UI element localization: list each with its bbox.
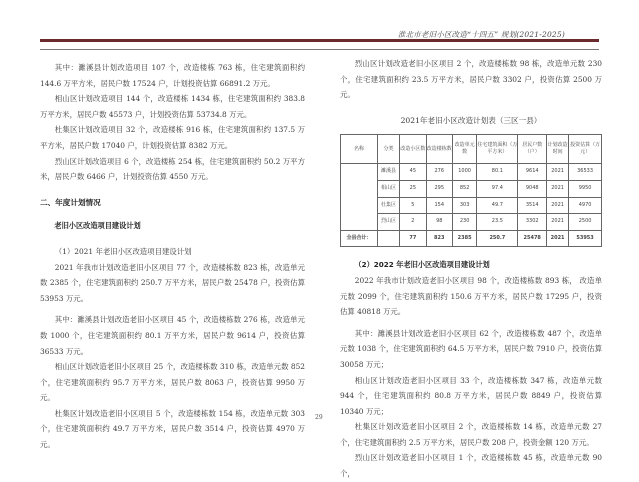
header-rule-thick	[40, 39, 599, 42]
paragraph-2021-summary: 2021 年我市计划改造老旧小区项目 77 个，改造楼栋数 823 栋，改造单元数 2385 个，住宅建筑面积约 250.7 万平方米，居民户数 25478 户，投资估算 53953 万元。	[40, 262, 305, 303]
table-cell: 2	[400, 214, 426, 231]
paragraph-2021-duji: 杜集区计划改造老旧小区项目 5 个，改造楼栋数 154 栋，改造单元数 303 个，住宅建筑面积约 49.7 万平方米，居民户数 3514 户，投资估算 4970 万元。	[40, 408, 305, 450]
paragraph-2022-suixi: 其中：濉溪县计划改造老旧小区项目 62 个，改造楼栋数 487 个，改造单元数 1038 个，住宅建筑面积约 64.5 万平方米，居民户数 7910 户，投资估算 30058 万元；	[340, 328, 602, 369]
table-cell: 9614	[518, 164, 547, 181]
table-header: 改造楼栋数	[426, 135, 452, 164]
item-heading-2022: （2）2022 年老旧小区改造项目建设计划	[354, 260, 490, 270]
table-cell: 49.7	[477, 197, 518, 214]
table-header-row	[341, 135, 602, 164]
table-cell: 77	[400, 230, 426, 247]
table-cell: 2021	[546, 214, 568, 231]
paragraph-2022-summary: 2022 年我市计划改造老旧小区项目 98 个，改造楼栋数 893 栋， 改造单元数 2099 个，住宅建筑面积约 150.6 万平方米，居民户数 17295 户，投资估算 40818 万元。	[340, 275, 602, 317]
table-cell: 濉溪县	[377, 164, 399, 181]
table-cell: 2021	[546, 180, 568, 197]
table-cell: 5	[400, 197, 426, 214]
table-total-row	[341, 230, 602, 247]
item-heading-2021: （1）2021 年老旧小区改造项目建设计划	[54, 246, 192, 256]
table-cell: 9950	[569, 180, 602, 197]
table-cell: 全县合计：	[341, 230, 378, 247]
paragraph-xiangshan: 相山区计划改造项目 144 个，改造楼栋 1434 栋，住宅建筑面积约 383.8 万平方米，居民户数 45573 户，计划投资估算 53734.8 万元。	[40, 94, 305, 119]
table-cell: 303	[452, 197, 476, 214]
paragraph-2021-xiangshan: 相山区计划改造老旧小区项目 25 个，改造楼栋数 310 栋，改造单元数 852 个，住宅建筑面积约 95.7 万平方米，居民户数 8063 户，投资估算 9950 万元。	[40, 362, 305, 403]
paragraph-2022-xiangshan: 相山区计划改造老旧小区项目 33 个，改造楼栋数 347 栋，改造单元数 944 个，住宅建筑面积约 80.8 万平方米，居民户数 8849 户，投资估算 10340 万元；	[340, 375, 602, 416]
table-cell: 823	[426, 230, 452, 247]
table-cell: 36533	[569, 164, 602, 181]
spacer	[340, 247, 602, 257]
table-cell: 80.1	[477, 164, 518, 181]
paragraph-duji: 杜集区计划改造项目 32 个，改造楼栋 916 栋，住宅建筑面积约 137.5 万平方米，居民户数 17040 户，计划投资估算 8382 万元。	[40, 125, 305, 150]
paragraph-2022-duji: 杜集区计划改造老旧小区项目 2 个，改造楼栋数 14 栋，改造单元数 27 个，住宅建筑面积约 2.5 万平方米，居民户数 208 户，投资金额 120 万元。	[340, 422, 602, 447]
table-header: 居民户数（户）	[518, 135, 547, 164]
plan-table-2021	[340, 134, 602, 247]
paragraph-2021-suixi: 其中：濉溪县计划改造老旧小区项目 45 个，改造楼栋数 276 栋，改造单元数 1000 个，住宅建筑面积约 80.1 万平方米，居民户数 9614 户，投资估算 36533 万元。	[40, 315, 305, 356]
right-page	[340, 56, 602, 482]
table-row	[341, 164, 602, 181]
paragraph-2021-lieshan: 烈山区计划改造老旧小区项目 2 个，改造楼栋数 98 栋，改造单元数 230 个，住宅建筑面积约 23.5 万平方米，居民户数 3302 户，投资估算 2500 万元。	[340, 59, 602, 100]
table-cell: 相山区	[377, 180, 399, 197]
table-cell: 2021	[546, 230, 568, 247]
paragraph-2022-lieshan: 烈山区计划改造老旧小区项目 1 个，改造楼栋数 45 栋，改造单元数 90 个，	[340, 453, 602, 479]
table-cell: 1000	[452, 164, 476, 181]
table-cell: 97.4	[477, 180, 518, 197]
table-cell: 852	[452, 180, 476, 197]
table-cell	[377, 230, 399, 247]
table-cell: 2385	[452, 230, 476, 247]
table-cell: 3302	[518, 214, 547, 231]
table-cell: 25478	[518, 230, 547, 247]
table-header: 改造单元数	[452, 135, 476, 164]
header-title: 淮北市老旧小区改造“十四五” 规划(2021-2025)	[397, 30, 565, 39]
paragraph-suixi: 其中：濉溪县计划改造项目 107 个，改造楼栋 763 栋，住宅建筑面积约 144.6 万平方米，居民户数 17524 户，计划投资估算 66891.2 万元。	[40, 63, 305, 88]
table-cell: 烈山区	[377, 214, 399, 231]
table-cell: 2021	[546, 164, 568, 181]
table-title: 2021年老旧小区改造计划表（三区一县）	[400, 115, 542, 125]
table-cell: 25	[400, 180, 426, 197]
table-cell: 98	[426, 214, 452, 231]
table-cell: 4970	[569, 197, 602, 214]
table-cell: 154	[426, 197, 452, 214]
table-cell: 杜集区	[377, 197, 399, 214]
table-header: 计划改造时间	[546, 135, 568, 164]
table-cell: 53953	[569, 230, 602, 247]
table-cell: 2021	[546, 197, 568, 214]
table-cell: 45	[400, 164, 426, 181]
table-cell: 3514	[518, 197, 547, 214]
table-row	[341, 180, 602, 197]
table-header: 住宅建筑面积（万平方米）	[477, 135, 518, 164]
paragraph-lieshan: 烈山区计划改造项目 6 个，改造楼栋 254 栋，住宅建筑面积约 50.2 万平方米，居民户数 6466 户，计划投资估算 4550 万元。	[40, 156, 305, 182]
left-page	[40, 60, 305, 453]
table-row	[341, 197, 602, 214]
table-cell: 295	[426, 180, 452, 197]
table-cell: 2500	[569, 214, 602, 231]
table-cell: 23.5	[477, 214, 518, 231]
section-heading: 二、年度计划情况	[40, 197, 101, 207]
header-rule-thin	[40, 49, 599, 50]
table-header: 分类	[377, 135, 399, 164]
table-header: 名称	[341, 135, 378, 164]
table-row	[341, 214, 602, 231]
table-cell: 276	[426, 164, 452, 181]
subsection-heading: 老旧小区改造项目建设计划	[54, 221, 141, 231]
table-cell: 230	[452, 214, 476, 231]
table-cell: 9048	[518, 180, 547, 197]
table-cell	[341, 164, 378, 230]
page-number: 29	[315, 414, 323, 421]
table-header: 改造小区数	[400, 135, 426, 164]
table-header: 投资估算（万元）	[569, 135, 602, 164]
table-cell: 250.7	[477, 230, 518, 247]
